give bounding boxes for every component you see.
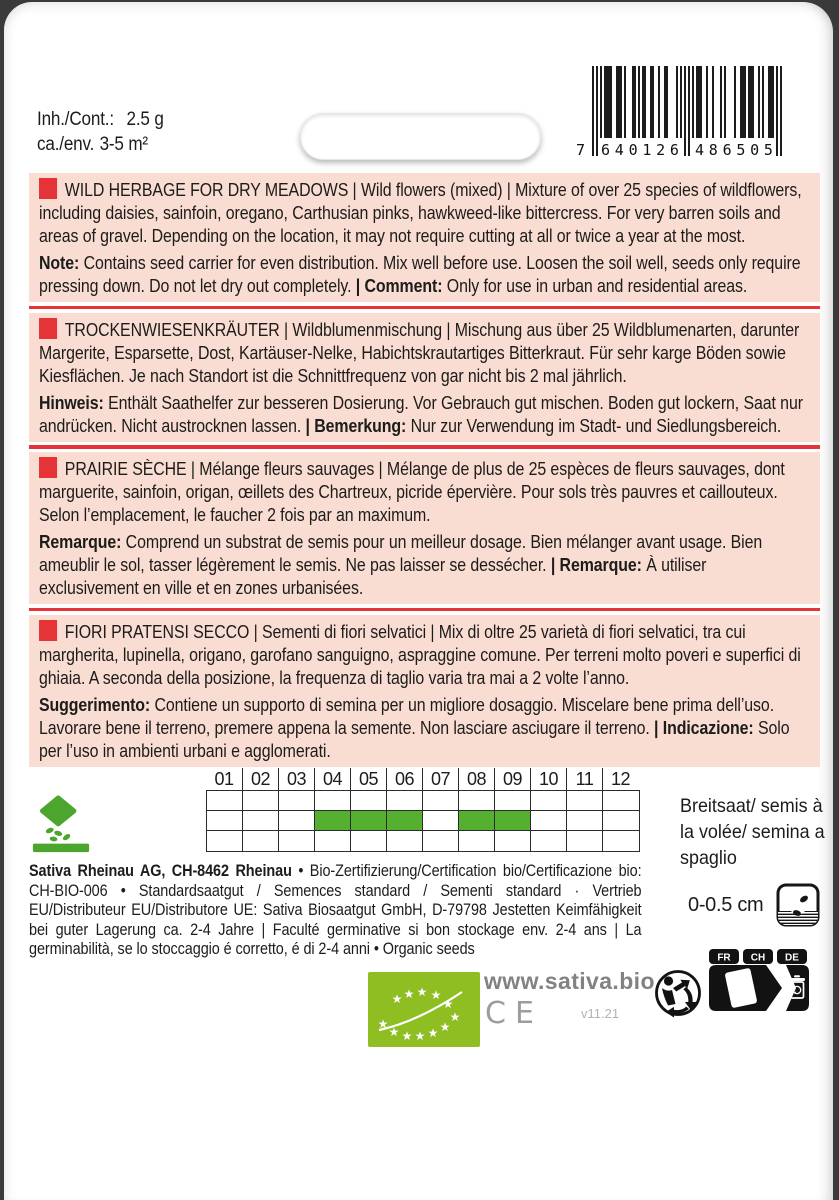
seed-packet-back [4, 2, 833, 1200]
block-intro-it: | Sementi di fiori selvatici | Mix di oltre 25 varietà di fiori selvatici, tra cui margherita, lupinella, origano, garofano sanguigno, aspraggine comune. Per terreni molto poveri e superfici di ghiaia. A seconda della posizione, la frequenza di taglio varia tra mai a 2 volte l’anno. [39, 620, 801, 688]
svg-text:★: ★ [388, 1025, 400, 1039]
red-square-icon [39, 457, 57, 478]
coverage-value: 3-5 m² [99, 134, 148, 155]
calendar-cell [279, 831, 315, 851]
calendar-cell [459, 811, 495, 831]
eu-organic-logo [368, 972, 480, 1052]
packaging-sorting-icon [706, 949, 812, 1020]
calendar-cell [207, 791, 243, 811]
red-square-icon [39, 178, 57, 199]
block-note-de: Hinweis: Enthält Saathelfer zur besseren Dosierung. Vor Gebrauch gut mischen. Boden gut lockern, Saat nur andrücken. Nicht austrocknen lassen. | Bemerkung: Nur zur Verwendung im Stadt- und Siedlungsbereich. [39, 391, 803, 436]
sowing-depth-row [688, 882, 821, 928]
calendar-cell [207, 831, 243, 851]
version-number: v11.21 [581, 1006, 620, 1021]
calendar-month-07: 07 [422, 768, 458, 790]
calendar-month-09: 09 [494, 768, 530, 790]
block-title-it: FIORI PRATENSI SECCO [64, 620, 250, 642]
calendar-cell [531, 831, 567, 851]
calendar-month-03: 03 [278, 768, 314, 790]
divider-line [29, 306, 820, 310]
sort-tab-de: DE [785, 952, 799, 964]
calendar-grid [206, 790, 640, 852]
barcode [576, 66, 784, 166]
block-title-en: WILD HERBAGE FOR DRY MEADOWS [64, 179, 349, 200]
sort-tab-ch: CH [750, 952, 766, 964]
barcode-digits: 7 6 4 0 1 2 6 4 8 6 5 0 5 [576, 141, 773, 159]
calendar-cell [459, 831, 495, 851]
calendar-cell [279, 811, 315, 831]
block-intro-fr: | Mélange fleurs sauvages | Mélange de plus de 25 espèces de fleurs sauvages, dont marguerite, sainfoin, origan, œillets des Chartreux, picride épervière. Pour sols très pauvres et caillouteux. Selon l’emplacement, le faucher 2 fois par an maximum. [39, 458, 785, 525]
calendar-cell [351, 791, 387, 811]
block-intro-de: | Wildblumenmischung | Mischung aus über 25 Wildblumenarten, darunter Margerite, Esparsette, Dost, Kartäuser-Nelke, Habichtskrautartiges Bitterkraut. Für sehr karge Böden sowie Kiesflächen. Je nach Standort ist die Schnittfrequenz von gar nicht bis 2 mal jährlich. [39, 318, 800, 386]
content-line [37, 107, 235, 132]
calendar-cell [207, 811, 243, 831]
calendar-month-04: 04 [314, 768, 350, 790]
sowing-icon [32, 794, 90, 859]
sowing-depth-icon [775, 882, 821, 928]
content-label: Inh./Cont.: [37, 109, 114, 130]
svg-text:★: ★ [449, 1010, 461, 1024]
calendar-month-11: 11 [566, 768, 602, 790]
lang-block-de [29, 313, 820, 442]
calendar-cell [351, 811, 387, 831]
svg-text:★: ★ [442, 997, 454, 1011]
calendar-month-06: 06 [386, 768, 422, 790]
svg-text:★: ★ [416, 985, 428, 999]
calendar-cell [495, 811, 531, 831]
sort-tab-fr: FR [717, 952, 731, 964]
content-info [37, 107, 257, 157]
sowing-depth-value: 0-0.5 cm [688, 893, 764, 916]
calendar-month-08: 08 [458, 768, 494, 790]
svg-text:★: ★ [401, 1029, 413, 1043]
calendar-cell [315, 811, 351, 831]
sowing-calendar [206, 768, 640, 852]
calendar-month-headers [206, 768, 640, 790]
calendar-cell [351, 831, 387, 851]
calendar-cell [567, 811, 603, 831]
calendar-cell [423, 811, 459, 831]
coverage-label: ca./env. [37, 134, 95, 155]
calendar-cell [495, 791, 531, 811]
lang-block-en [29, 173, 820, 302]
coverage-line [37, 132, 235, 157]
website-url: www.sativa.bio [484, 968, 655, 994]
calendar-cell [603, 791, 639, 811]
calendar-cell [495, 831, 531, 851]
calendar-cell [531, 811, 567, 831]
calendar-cell [279, 791, 315, 811]
calendar-cell [243, 811, 279, 831]
divider-line [29, 445, 820, 449]
block-note-it: Suggerimento: Contiene un supporto di semina per un migliore dosaggio. Miscelare bene prima dell’uso. Lavorare bene il terreno, premere appena la semente. Non lasciare asciugare il terreno. | Indicazione: Solo per l’uso in ambienti urbani e agglomerati. [39, 693, 790, 761]
language-blocks [29, 173, 820, 767]
ce-mark: CE [485, 996, 543, 1031]
calendar-cell [315, 791, 351, 811]
svg-text:★: ★ [439, 1020, 451, 1034]
block-note-fr: Remarque: Comprend un substrat de semis pour un meilleur dosage. Bien mélanger avant usage. Bien ameublir le sol, tasser légèrement le semis. Ne pas laisser se dessécher. | Remarque: À utiliser exclusivement en ville et en zones urbanisées. [39, 531, 763, 598]
calendar-month-12: 12 [602, 768, 638, 790]
red-square-icon [39, 318, 57, 339]
calendar-cell [243, 831, 279, 851]
sowing-method: Breitsaat/ semis à la volée/ semina a spaglio [680, 795, 825, 869]
svg-text:★: ★ [377, 1017, 389, 1031]
block-title-de: TROCKENWIESENKRÄUTER [64, 318, 280, 340]
block-intro-en: | Wild flowers (mixed) | Mixture of over 25 species of wildflowers, including daisies, sainfoin, oregano, Carthusian pinks, hawkweed-like bittercress. For very barren soils and areas of gravel. Depending on the location, it may not require cutting at all or twice a year at the most. [39, 179, 802, 246]
svg-text:★: ★ [414, 1029, 426, 1043]
calendar-month-10: 10 [530, 768, 566, 790]
svg-text:★: ★ [391, 992, 403, 1006]
lang-block-fr [29, 452, 820, 604]
block-note-en: Note: Contains seed carrier for even distribution. Mix well before use. Loosen the soil well, seeds only require pressing down. Do not let dry out completely. | Comment: Only for use in urban and residential areas. [39, 252, 801, 296]
content-value: 2.5 g [126, 109, 164, 130]
red-square-icon [39, 620, 57, 641]
company-info: Sativa Rheinau AG, CH-8462 Rheinau • Bio-Zertifizierung/Certification bio/Certificazione bio: CH-BIO-006 • Standardsaatgut / Semences standard / Sementi standard · Vertrieb EU/Distributeur EU/Distributore UE: Sativa Biosaatgut GmbH, D-79798 Jestetten Keimfähigkeit bei guter Lagerung ca. 2-4 Jahre | Faculté germinative si bon stockage env. 2-4 ans | La germinabilità, se lo stoccaggio é corretto, é di 2-4 anni • Organic seeds [29, 862, 642, 959]
calendar-cell [423, 791, 459, 811]
calendar-month-02: 02 [242, 768, 278, 790]
calendar-cell [387, 791, 423, 811]
block-title-fr: PRAIRIE SÈCHE [64, 458, 187, 479]
calendar-cell [603, 831, 639, 851]
calendar-cell [387, 811, 423, 831]
hang-hole [300, 113, 541, 160]
calendar-month-05: 05 [350, 768, 386, 790]
calendar-cell [567, 791, 603, 811]
calendar-month-01: 01 [214, 769, 234, 789]
calendar-cell [459, 791, 495, 811]
calendar-cell [531, 791, 567, 811]
calendar-cell [423, 831, 459, 851]
svg-text:★: ★ [427, 1026, 439, 1040]
calendar-cell [243, 791, 279, 811]
calendar-cell [603, 811, 639, 831]
svg-text:★: ★ [430, 988, 442, 1002]
triman-recycling-icon [653, 963, 703, 1024]
calendar-cell [315, 831, 351, 851]
calendar-cell [387, 831, 423, 851]
divider-line [29, 608, 820, 612]
calendar-cell [567, 831, 603, 851]
svg-text:★: ★ [403, 987, 415, 1001]
lang-block-it [29, 615, 820, 767]
